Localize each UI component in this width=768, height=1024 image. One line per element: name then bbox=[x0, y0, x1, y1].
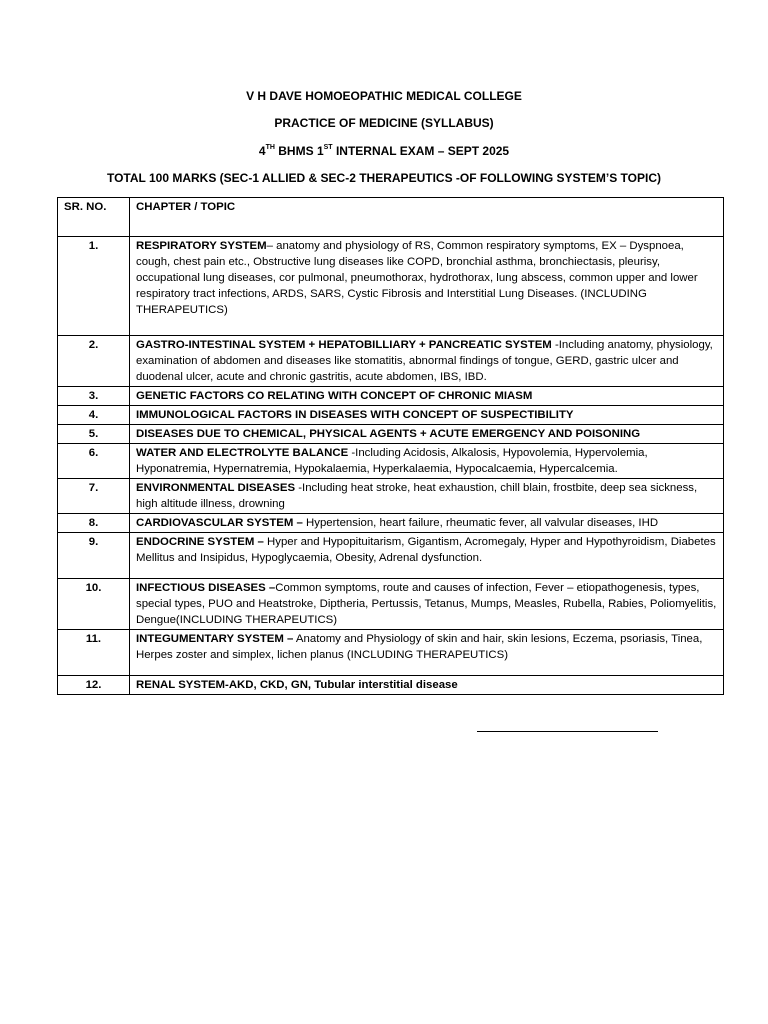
topic-cell bbox=[130, 676, 724, 695]
topic-description: -Including Acidosis, Alkalosis, Hypovolemia, Hypervolemia, Hyponatremia, Hypernatremia, Hypokalaemia, Hyperkalaemia, Hypocalcaemia, Hypercalcemia. bbox=[136, 447, 648, 475]
sr-no-cell: 7. bbox=[58, 479, 130, 514]
table-row bbox=[58, 676, 724, 695]
sr-no-cell: 1. bbox=[58, 237, 130, 336]
topic-cell bbox=[130, 237, 724, 336]
topic-description: Hypertension, heart failure, rheumatic fever, all valvular diseases, IHD bbox=[302, 517, 659, 529]
column-header-sr-no: SR. NO. bbox=[58, 198, 130, 237]
topic-cell bbox=[130, 425, 724, 444]
exam-suffix: ST bbox=[323, 144, 333, 151]
topic-title: CARDIOVASCULAR SYSTEM – bbox=[136, 517, 303, 529]
topic-title: WATER AND ELECTROLYTE BALANCE bbox=[136, 447, 349, 459]
syllabus-table bbox=[57, 197, 724, 695]
topic-title: INTEGUMENTARY SYSTEM – bbox=[136, 633, 294, 645]
topic-cell bbox=[130, 406, 724, 425]
table-row bbox=[58, 336, 724, 387]
sr-no-cell: 12. bbox=[58, 676, 130, 695]
sr-no-cell: 5. bbox=[58, 425, 130, 444]
exam-number: 1 bbox=[316, 144, 324, 158]
topic-title: DISEASES DUE TO CHEMICAL, PHYSICAL AGENTS + ACUTE EMERGENCY AND POISONING bbox=[136, 428, 641, 440]
table-row bbox=[58, 579, 724, 630]
topic-title: GENETIC FACTORS CO RELATING WITH CONCEPT OF CHRONIC MIASM bbox=[136, 390, 533, 402]
topic-description: Anatomy and Physiology of skin and hair, skin lesions, Eczema, psoriasis, Tinea, Herpes zoster and simplex, lichen planus (INCLUDING THERAPEUTICS) bbox=[136, 633, 703, 661]
sr-no-cell: 3. bbox=[58, 387, 130, 406]
college-name: V H DAVE HOMOEOPATHIC MEDICAL COLLEGE bbox=[246, 89, 522, 103]
column-header-topic: CHAPTER / TOPIC bbox=[130, 198, 724, 237]
topic-title: RENAL SYSTEM-AKD, CKD, GN, Tubular interstitial disease bbox=[136, 679, 458, 691]
year-number: 4 bbox=[258, 144, 266, 158]
table-row bbox=[58, 406, 724, 425]
table-row bbox=[58, 479, 724, 514]
table-header-row bbox=[58, 198, 724, 237]
topic-title: INFECTIOUS DISEASES – bbox=[136, 582, 276, 594]
topic-cell bbox=[130, 630, 724, 676]
topic-description: Common symptoms, route and causes of infection, Fever – etiopathogenesis, types, special types, PUO and Heatstroke, Diptheria, Pertussis, Tetanus, Mumps, Measles, Rubella, Rabies, Poliomyelitis, Dengue(INCLUDING THERAPEUTICS) bbox=[136, 582, 717, 626]
sr-no-cell: 2. bbox=[58, 336, 130, 387]
topic-description: – anatomy and physiology of RS, Common respiratory symptoms, EX – Dyspnoea, cough, chest pain etc., Obstructive lung diseases like COPD, bronchial asthma, bronchiectasis, pleurisy, occupational lung diseases, cor pulmonal, pneumothorax, hydrothorax, lung abscess, common upper and lower respiratory tract infections, ARDS, SARS, Cystic Fibrosis and Interstitial Lung Diseases. (INCLUDING THERAPEUTICS) bbox=[136, 240, 698, 316]
sr-no-cell: 4. bbox=[58, 406, 130, 425]
table-row bbox=[58, 237, 724, 336]
topic-cell bbox=[130, 579, 724, 630]
sr-no-cell: 8. bbox=[58, 514, 130, 533]
signature-line bbox=[477, 731, 658, 732]
topic-title: ENVIRONMENTAL DISEASES bbox=[136, 482, 296, 494]
table-row bbox=[58, 425, 724, 444]
table-row bbox=[58, 444, 724, 479]
marks-line: TOTAL 100 MARKS (SEC-1 ALLIED & SEC-2 THERAPEUTICS -OF FOLLOWING SYSTEM’S TOPIC) bbox=[106, 171, 662, 185]
topic-cell bbox=[130, 479, 724, 514]
topic-title: ENDOCRINE SYSTEM – bbox=[136, 536, 264, 548]
sr-no-cell: 11. bbox=[58, 630, 130, 676]
topic-cell bbox=[130, 444, 724, 479]
topic-description: -Including anatomy, physiology, examination of abdomen and diseases like stomatitis, abnormal findings of tongue, GERD, gastric ulcer and duodenal ulcer, acute and chronic gastritis, acute abdomen, IBS, IBD. bbox=[136, 339, 713, 383]
topic-title: RESPIRATORY SYSTEM bbox=[136, 240, 267, 252]
topic-cell bbox=[130, 533, 724, 579]
sr-no-cell: 6. bbox=[58, 444, 130, 479]
sr-no-cell: 9. bbox=[58, 533, 130, 579]
sr-no-cell: 10. bbox=[58, 579, 130, 630]
topic-cell bbox=[130, 514, 724, 533]
exam-title bbox=[0, 143, 768, 159]
exam-details: INTERNAL EXAM – SEPT 2025 bbox=[335, 144, 510, 158]
topic-cell bbox=[130, 336, 724, 387]
table-row bbox=[58, 387, 724, 406]
topic-description: -Including heat stroke, heat exhaustion, chill blain, frostbite, deep sea sickness, high altitude illness, drowning bbox=[136, 482, 698, 510]
topic-title: IMMUNOLOGICAL FACTORS IN DISEASES WITH CONCEPT OF SUSPECTIBILITY bbox=[136, 409, 574, 421]
table-row bbox=[58, 533, 724, 579]
subject-title: PRACTICE OF MEDICINE (SYLLABUS) bbox=[274, 116, 494, 130]
topic-description: Hyper and Hypopituitarism, Gigantism, Acromegaly, Hyper and Hypothyroidism, Diabetes Mellitus and Insipidus, Hypoglycaemia, Obesity, Adrenal dysfunction. bbox=[136, 536, 716, 564]
year-suffix: TH bbox=[265, 144, 275, 151]
topic-title: GASTRO-INTESTINAL SYSTEM + HEPATOBILLIARY + PANCREATIC SYSTEM bbox=[136, 339, 552, 351]
table-row bbox=[58, 630, 724, 676]
course-name: BHMS bbox=[278, 144, 314, 158]
topic-cell bbox=[130, 387, 724, 406]
table-row bbox=[58, 514, 724, 533]
